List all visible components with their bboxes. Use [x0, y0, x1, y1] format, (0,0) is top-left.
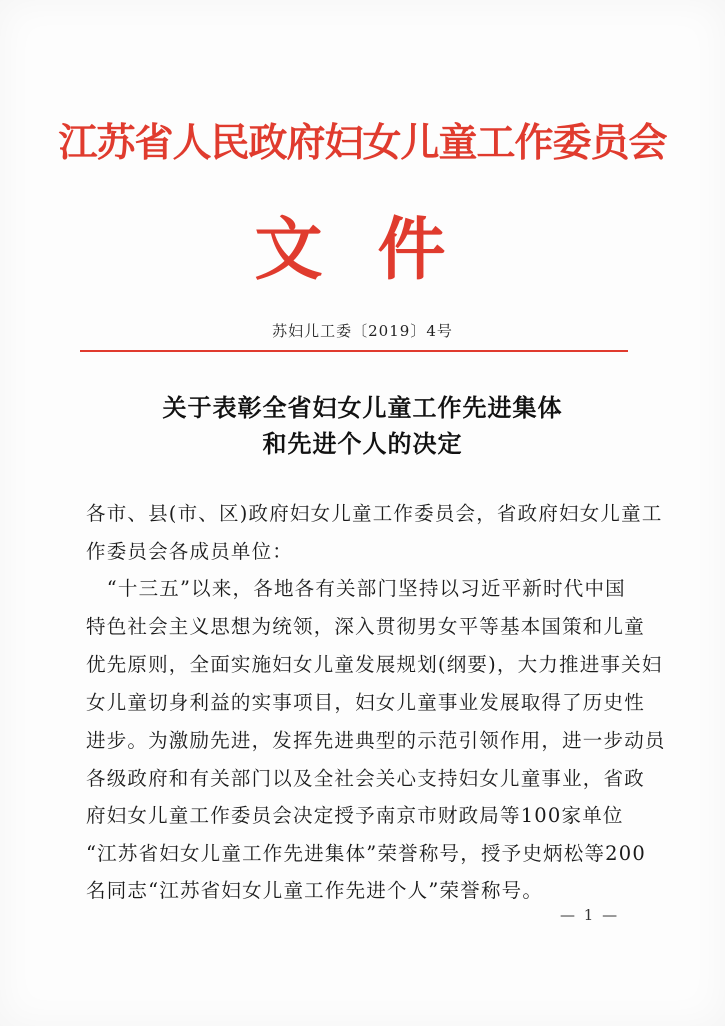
body-line: 作委员会各成员单位：: [86, 540, 294, 563]
body-line: 各级政府和有关部门以及全社会关心支持妇女儿童事业，省政: [86, 767, 645, 790]
issuer-header: 江苏省人民政府妇女儿童工作委员会: [58, 120, 667, 166]
document-title-line-1: 关于表彰全省妇女儿童工作先进集体: [162, 393, 563, 422]
body-line: 进步。为激励先进，发挥先进典型的示范引领作用，进一步动员: [86, 729, 666, 752]
document-type-heading: 文件: [254, 210, 501, 290]
body-line: 各市、县(市、区)政府妇女儿童工作委员会，省政府妇女儿童工: [86, 502, 663, 525]
body-line: 女儿童切身利益的实事项目，妇女儿童事业发展取得了历史性: [86, 691, 645, 714]
body-line: 特色社会主义思想为统领，深入贯彻男女平等基本国策和儿童: [86, 615, 645, 638]
document-number: 苏妇儿工委〔2019〕4号: [272, 322, 453, 340]
page-number: — 1 —: [560, 906, 620, 924]
body-line: 府妇女儿童工作委员会决定授予南京市财政局等100家单位: [86, 804, 624, 827]
body-line: 优先原则，全面实施妇女儿童发展规划(纲要)，大力推进事关妇: [86, 653, 663, 676]
body-line: 名同志“江苏省妇女儿童工作先进个人”荣誉称号。: [86, 879, 544, 902]
body-line: “十三五”以来，各地各有关部门坚持以习近平新时代中国: [86, 577, 626, 600]
body-line: “江苏省妇女儿童工作先进集体”荣誉称号，授予史炳松等200: [86, 842, 646, 865]
document-title-line-2: 和先进个人的决定: [262, 429, 463, 458]
red-divider-line: [80, 350, 628, 352]
